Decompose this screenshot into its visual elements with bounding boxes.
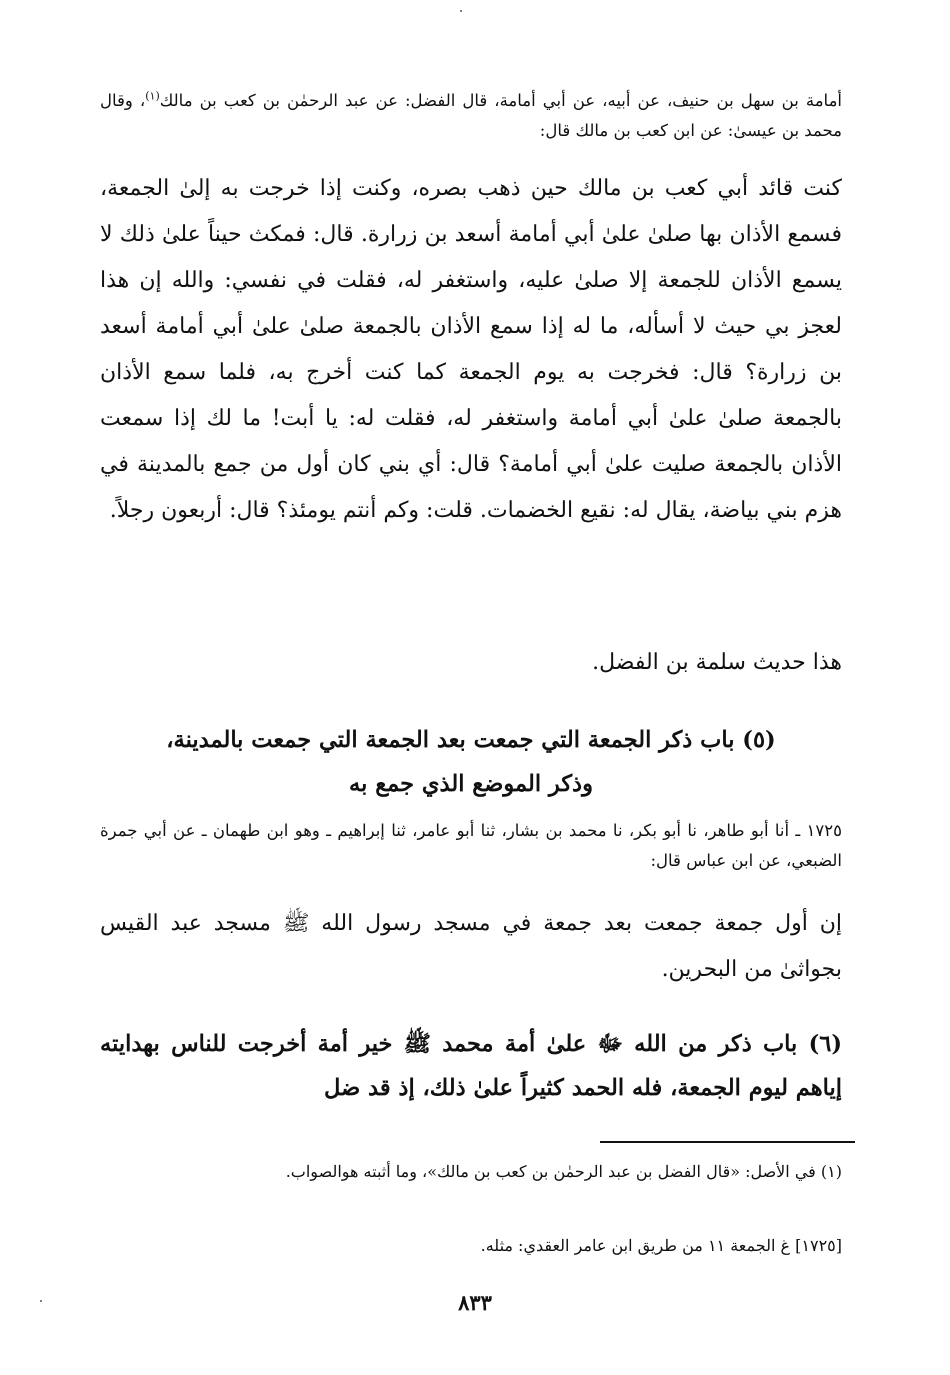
chapter-heading-5-line1: (٥) باب ذكر الجمعة التي جمعت بعد الجمعة التي جمعت بالمدينة، <box>166 727 776 753</box>
footnote-separator <box>600 1141 855 1143</box>
isnad-top-text-end: ، وقال محمد بن عيسىٰ: عن ابن كعب بن مالك قال: <box>100 91 842 140</box>
chapter-heading-6: (٦) باب ذكر من الله ﷻ علىٰ أمة محمد ﷺ خير أمة أخرجت للناس بهدايته إياهم ليوم الجمعة، فله الحمد كثيراً علىٰ ذلك، إذ قد ضل <box>100 1031 842 1101</box>
footnote-1725: [١٧٢٥] ﻍ الجمعة ١١ من طريق ابن عامر العقدي: مثله. <box>480 1236 842 1255</box>
chapter-heading-5-line2: وذكر الموضع الذي جمع به <box>349 771 593 797</box>
hadith-matn: كنت قائد أبي كعب بن مالك حين ذهب بصره، وكنت إذا خرجت به إلىٰ الجمعة، فسمع الأذان بها صلىٰ علىٰ أبي أمامة أسعد بن زرارة. قال: فمكث حيناً علىٰ ذلك لا يسمع الأذان للجمعة إلا صلىٰ عليه، واستغفر له، فقلت في نفسي: والله إن هذا لعجز بي حيث لا أسأله، ما له إذا سمع الأذان بالجمعة صلىٰ علىٰ أبي أمامة أسعد بن زرارة؟ قال: فخرجت به يوم الجمعة كما كنت أخرج به، فلما سمع الأذان بالجمعة صلىٰ علىٰ أبي أمامة واستغفر له، فقلت له: يا أبت! ما لك إذا سمعت الأذان بالجمعة صليت علىٰ أبي أمامة؟ قال: أي بني كان أول من جمع بالمدينة في هزم بني بياضة، يقال له: نقيع الخضمات. قلت: وكم أنتم يومئذ؟ قال: أربعون رجلاً. <box>100 176 842 523</box>
isnad-top <box>100 86 842 146</box>
isnad-1725: ١٧٢٥ ـ أنا أبو طاهر، نا أبو بكر، نا محمد بن بشار، ثنا أبو عامر، ثنا إبراهيم ـ وهو ابن طهمان ـ عن أبي جمرة الضبعي، عن ابن عباس قال: <box>100 821 842 870</box>
chapter-heading-5 <box>100 718 842 806</box>
footnote-marker: (١) <box>145 89 160 103</box>
scan-speck <box>460 10 462 12</box>
page-number: ٨٣٣ <box>458 1290 492 1315</box>
isnad-top-text: أمامة بن سهل بن حنيف، عن أبيه، عن أبي أمامة، قال الفضل: عن عبد الرحمٰن بن كعب بن مالك <box>159 91 842 110</box>
hadith-comment: هذا حديث سلمة بن الفضل. <box>592 650 842 675</box>
footnote-1: (١) في الأصل: «قال الفضل بن عبد الرحمٰن بن كعب بن مالك»، وما أثبته هوالصواب. <box>285 1162 842 1181</box>
hadith-matn-1725: إن أول جمعة جمعت بعد جمعة في مسجد رسول الله ﷺ مسجد عبد القيس بجواثىٰ من البحرين. <box>100 911 842 982</box>
